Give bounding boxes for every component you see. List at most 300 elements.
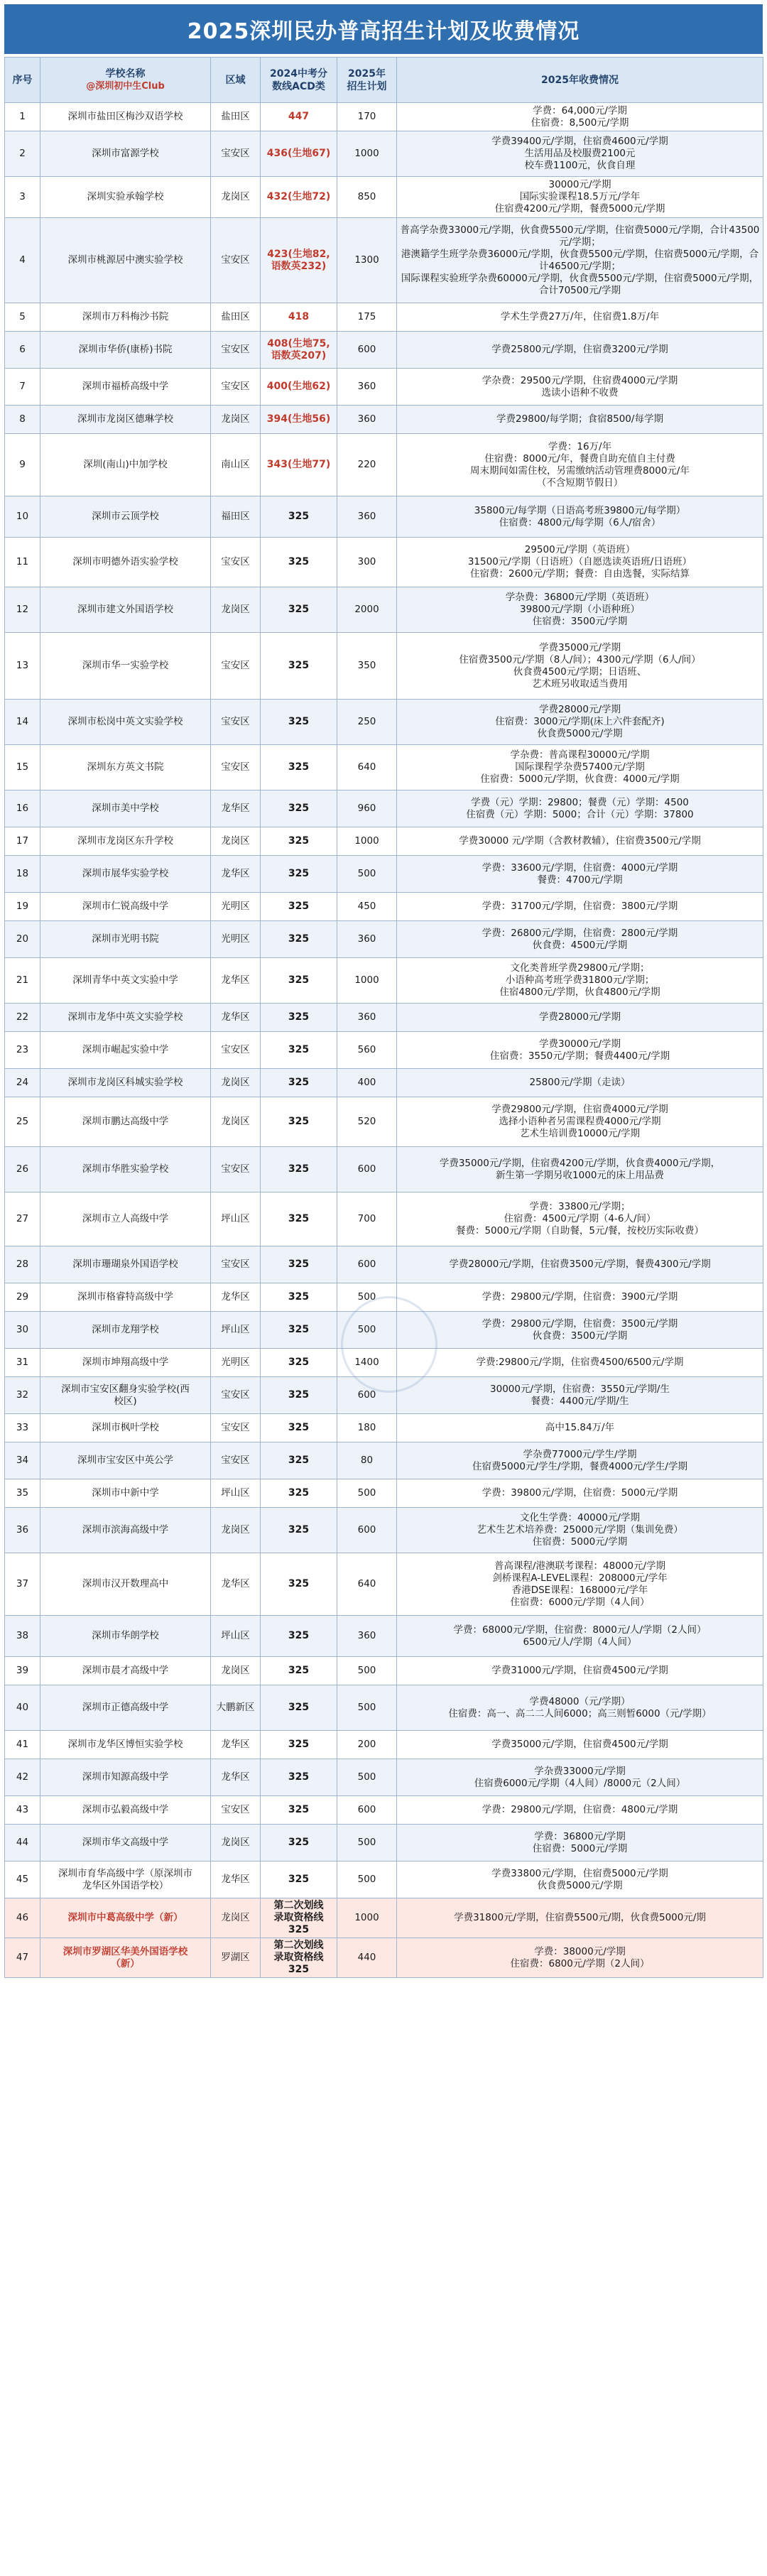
cell-score: 325 [261,958,337,1004]
cell-no: 39 [5,1657,40,1685]
cell-district: 龙岗区 [211,406,261,434]
cell-plan: 960 [337,790,397,827]
cell-no: 8 [5,406,40,434]
cell-plan: 200 [337,1731,397,1759]
cell-plan: 500 [337,1312,397,1349]
cell-district: 龙岗区 [211,1508,261,1553]
cell-no: 41 [5,1731,40,1759]
cell-school-name: 深圳市崛起实验中学 [40,1032,211,1069]
cell-no: 34 [5,1442,40,1479]
cell-fee: 学费25800元/学期，住宿费3200元/学期 [397,332,763,369]
table-row [5,1377,763,1414]
cell-fee: 学费：38000元/学期 住宿费：6800元/学期（2人间） [397,1938,763,1978]
table-row [5,1759,763,1796]
cell-fee: 学费：64,000元/学期 住宿费：8,500元/学期 [397,103,763,131]
table-header-row [5,58,763,103]
cell-plan: 600 [337,1246,397,1283]
fee-table-wrapper [4,57,763,1978]
cell-no: 7 [5,369,40,406]
table-row [5,1685,763,1731]
table-row [5,587,763,633]
cell-score: 325 [261,1479,337,1508]
cell-score: 325 [261,1442,337,1479]
cell-score: 第二次划线 录取资格线325 [261,1898,337,1938]
cell-fee: 学费30000 元/学期（含教材教辅），住宿费3500元/学期 [397,827,763,856]
cell-score: 325 [261,1349,337,1377]
cell-plan: 500 [337,1657,397,1685]
cell-school-name: 深圳市格睿特高级中学 [40,1283,211,1312]
cell-district: 龙华区 [211,790,261,827]
cell-fee: 学杂费：36800元/学期（英语班） 39800元/学期（小语种班） 住宿费：3500元/学期 [397,587,763,633]
cell-school-name: 深圳市福桥高级中学 [40,369,211,406]
cell-plan: 600 [337,1147,397,1192]
cell-fee: 学杂费33000元/学期 住宿费6000元/学期（4人间）/8000元（2人间） [397,1759,763,1796]
cell-plan: 1000 [337,827,397,856]
cell-district: 坪山区 [211,1192,261,1246]
table-row [5,633,763,700]
cell-no: 13 [5,633,40,700]
cell-school-name: 深圳市云顶学校 [40,496,211,538]
cell-no: 27 [5,1192,40,1246]
cell-no: 30 [5,1312,40,1349]
cell-district: 龙岗区 [211,1097,261,1147]
cell-district: 龙岗区 [211,1657,261,1685]
cell-fee: 学费：33800元/学期； 住宿费：4500元/学期（4-6人/间） 餐费：5000元/学期（自助餐，5元/餐，按校历实际收费） [397,1192,763,1246]
cell-school-name: 深圳市富源学校 [40,131,211,177]
cell-no: 11 [5,538,40,587]
table-row [5,131,763,177]
cell-school-name: 深圳市华文高级中学 [40,1825,211,1862]
cell-no: 43 [5,1796,40,1825]
cell-school-name: 深圳市仁锐高级中学 [40,893,211,921]
cell-no: 5 [5,303,40,332]
cell-plan: 350 [337,633,397,700]
cell-fee: 25800元/学期（走读） [397,1069,763,1097]
cell-fee: 学杂费77000元/学生/学期 住宿费5000元/学生/学期，餐费4000元/学生/学期 [397,1442,763,1479]
cell-plan: 640 [337,745,397,790]
table-row [5,1442,763,1479]
cell-fee: 30000元/学期 国际实验课程18.5万元/学年 住宿费4200元/学期，餐费5000元/学期 [397,177,763,218]
cell-no: 10 [5,496,40,538]
col-header-name-label: 学校名称 [105,67,146,80]
cell-district: 宝安区 [211,700,261,745]
cell-district: 龙华区 [211,856,261,893]
table-row [5,1796,763,1825]
cell-no: 32 [5,1377,40,1414]
cell-fee: 普高学杂费33000元/学期，伙食费5500元/学期，住宿费5000元/学期，合计43500元/学期； 港澳籍学生班学杂费36000元/学期，伙食费5500元/学期，住宿费5000元/学期，合计46500元/学期； 国际课程实验班学杂费60000元/学期，伙食费5500元/学期，住宿费5000元/学期，合计70500元/学期 [397,218,763,303]
cell-school-name: 深圳市光明书院 [40,921,211,958]
cell-plan: 300 [337,538,397,587]
cell-fee: 学费48000（元/学期） 住宿费：高一、高二二人间6000；高三则暂6000（元/学期） [397,1685,763,1731]
cell-fee: 学费：36800元/学期 住宿费：5000元/学期 [397,1825,763,1862]
cell-score: 325 [261,1685,337,1731]
cell-school-name: 深圳市坤翔高级中学 [40,1349,211,1377]
cell-district: 宝安区 [211,538,261,587]
cell-no: 19 [5,893,40,921]
cell-no: 33 [5,1414,40,1442]
cell-no: 22 [5,1004,40,1032]
cell-score: 325 [261,1862,337,1898]
cell-school-name: 深圳市桃源居中澳实验学校 [40,218,211,303]
table-row [5,332,763,369]
table-row [5,1657,763,1685]
cell-score: 325 [261,1192,337,1246]
cell-plan: 520 [337,1097,397,1147]
cell-score: 325 [261,921,337,958]
cell-score: 325 [261,1553,337,1616]
cell-plan: 1000 [337,958,397,1004]
cell-district: 龙华区 [211,1004,261,1032]
cell-score: 325 [261,893,337,921]
cell-no: 37 [5,1553,40,1616]
cell-no: 28 [5,1246,40,1283]
cell-plan: 500 [337,1862,397,1898]
cell-school-name: 深圳市建文外国语学校 [40,587,211,633]
cell-fee: 学费28000元/学期，住宿费3500元/学期，餐费4300元/学期 [397,1246,763,1283]
cell-fee: 普高课程/港澳联考课程：48000元/学期 剑桥课程A-LEVEL课程：208000元/学年 香港DSE课程：168000元/学年 住宿费：6000元/学期（4人间） [397,1553,763,1616]
cell-score: 325 [261,1796,337,1825]
cell-district: 宝安区 [211,633,261,700]
cell-plan: 360 [337,496,397,538]
cell-fee: 学杂费：29500元/学期，住宿费4000元/学期 选读小语种不收费 [397,369,763,406]
cell-score: 418 [261,303,337,332]
cell-score: 325 [261,745,337,790]
cell-school-name: 深圳市龙华中英文实验学校 [40,1004,211,1032]
cell-school-name: 深圳市龙华区博恒实验学校 [40,1731,211,1759]
cell-no: 46 [5,1898,40,1938]
cell-fee: 学费28000元/学期 [397,1004,763,1032]
cell-district: 坪山区 [211,1312,261,1349]
cell-school-name: 深圳市华一实验学校 [40,633,211,700]
cell-fee: 高中15.84万/年 [397,1414,763,1442]
cell-district: 龙岗区 [211,1825,261,1862]
cell-score: 325 [261,1508,337,1553]
cell-school-name: 深圳市珊瑚泉外国语学校 [40,1246,211,1283]
cell-score: 325 [261,1069,337,1097]
cell-plan: 600 [337,1508,397,1553]
cell-school-name: 深圳市万科梅沙书院 [40,303,211,332]
table-row [5,1283,763,1312]
cell-score: 343(生地77) [261,434,337,496]
cell-fee: 学费：68000元/学期，住宿费：8000元/人/学期（2人间） 6500元/人/学期（4人间） [397,1616,763,1657]
cell-score: 325 [261,587,337,633]
table-row [5,103,763,131]
cell-district: 龙华区 [211,1862,261,1898]
cell-no: 24 [5,1069,40,1097]
cell-score: 436(生地67) [261,131,337,177]
cell-school-name: 深圳市展华实验学校 [40,856,211,893]
cell-plan: 1300 [337,218,397,303]
cell-no: 47 [5,1938,40,1978]
cell-plan: 450 [337,893,397,921]
cell-no: 6 [5,332,40,369]
cell-school-name: 深圳(南山)中加学校 [40,434,211,496]
table-row [5,1032,763,1069]
cell-plan: 640 [337,1553,397,1616]
cell-score: 325 [261,1759,337,1796]
cell-fee: 学费：33600元/学期，住宿费：4000元/学期 餐费：4700元/学期 [397,856,763,893]
cell-no: 2 [5,131,40,177]
cell-district: 罗湖区 [211,1938,261,1978]
cell-fee: 29500元/学期（英语班） 31500元/学期（日语班）（自愿选读英语班/日语班） 住宿费：2600元/学期；餐费：自由选餐，实际结算 [397,538,763,587]
table-row [5,1508,763,1553]
table-row [5,538,763,587]
cell-fee: 学费31800元/学期，住宿费5500元/期，伙食费5000元/期 [397,1898,763,1938]
cell-fee: 学费:29800元/学期，住宿费4500/6500元/学期 [397,1349,763,1377]
cell-school-name: 深圳市美中学校 [40,790,211,827]
cell-district: 坪山区 [211,1616,261,1657]
cell-district: 龙岗区 [211,827,261,856]
cell-fee: 学费31000元/学期，住宿费4500元/学期 [397,1657,763,1685]
table-row [5,1731,763,1759]
table-body [5,103,763,1978]
cell-school-name: 深圳市龙翔学校 [40,1312,211,1349]
cell-no: 26 [5,1147,40,1192]
cell-district: 光明区 [211,921,261,958]
cell-score: 325 [261,827,337,856]
cell-school-name: 深圳东方英文书院 [40,745,211,790]
cell-no: 14 [5,700,40,745]
cell-no: 4 [5,218,40,303]
cell-score: 325 [261,1616,337,1657]
cell-plan: 400 [337,1069,397,1097]
cell-fee: 学费30000元/学期 住宿费：3550元/学期；餐费4400元/学期 [397,1032,763,1069]
page-title: 2025深圳民办普高招生计划及收费情况 [4,4,763,54]
col-header-fee: 2025年收费情况 [397,58,763,103]
table-row [5,921,763,958]
cell-district: 坪山区 [211,1479,261,1508]
table-row [5,1898,763,1938]
cell-district: 宝安区 [211,1442,261,1479]
cell-district: 大鹏新区 [211,1685,261,1731]
table-row [5,1349,763,1377]
cell-district: 龙华区 [211,1553,261,1616]
cell-school-name: 深圳市滨海高级中学 [40,1508,211,1553]
cell-no: 15 [5,745,40,790]
cell-school-name: 深圳市龙岗区德琳学校 [40,406,211,434]
table-row [5,700,763,745]
cell-score: 第二次划线 录取资格线325 [261,1938,337,1978]
cell-school-name: 深圳市弘毅高级中学 [40,1796,211,1825]
cell-score: 325 [261,1731,337,1759]
cell-score: 325 [261,1825,337,1862]
col-header-score: 2024中考分 数线ACD类 [261,58,337,103]
cell-score: 325 [261,700,337,745]
cell-district: 盐田区 [211,103,261,131]
cell-school-name: 深圳市立人高级中学 [40,1192,211,1246]
cell-school-name: 深圳市罗湖区华美外国语学校 （新） [40,1938,211,1978]
table-row [5,1147,763,1192]
cell-no: 3 [5,177,40,218]
cell-plan: 700 [337,1192,397,1246]
cell-score: 408(生地75, 语数英207) [261,332,337,369]
table-row [5,1192,763,1246]
cell-school-name: 深圳市龙岗区科城实验学校 [40,1069,211,1097]
cell-district: 龙华区 [211,1283,261,1312]
cell-no: 9 [5,434,40,496]
cell-no: 12 [5,587,40,633]
cell-district: 龙岗区 [211,1898,261,1938]
cell-fee: 文化类普班学费29800元/学期； 小语种高考班学费31800元/学期； 住宿4800元/学期，伙食4800元/学期 [397,958,763,1004]
cell-no: 25 [5,1097,40,1147]
cell-plan: 600 [337,1796,397,1825]
table-row [5,1862,763,1898]
cell-plan: 360 [337,921,397,958]
cell-district: 龙华区 [211,1759,261,1796]
table-row [5,1069,763,1097]
cell-fee: 学费33800元/学期，住宿费5000元/学期 伙食费5000元/学期 [397,1862,763,1898]
cell-no: 31 [5,1349,40,1377]
table-row [5,177,763,218]
cell-school-name: 深圳市正德高级中学 [40,1685,211,1731]
cell-plan: 560 [337,1032,397,1069]
cell-score: 325 [261,538,337,587]
cell-school-name: 深圳市龙岗区东升学校 [40,827,211,856]
cell-score: 325 [261,1147,337,1192]
cell-plan: 1000 [337,1898,397,1938]
table-row [5,958,763,1004]
cell-no: 23 [5,1032,40,1069]
cell-no: 45 [5,1862,40,1898]
cell-score: 325 [261,496,337,538]
cell-school-name: 深圳市枫叶学校 [40,1414,211,1442]
cell-fee: 学费：16万/年 住宿费：8000元/年，餐费自助充值自主付费 周末期间如需住校，另需缴纳活动管理费8000元/年 （不含短期节假日） [397,434,763,496]
cell-fee: 学费35000元/学期 住宿费3500元/学期（8人/间）；4300元/学期（6人/间） 伙食费4500元/学期；日语班、 艺术班另收取适当费用 [397,633,763,700]
cell-fee: 学费：26800元/学期，住宿费：2800元/学期 伙食费：4500元/学期 [397,921,763,958]
cell-score: 432(生地72) [261,177,337,218]
cell-fee: 学费39400元/学期，住宿费4600元/学期 生活用品及校服费2100元 校车费1100元，伙食自理 [397,131,763,177]
cell-school-name: 深圳市鹏达高级中学 [40,1097,211,1147]
cell-plan: 180 [337,1414,397,1442]
cell-score: 325 [261,1246,337,1283]
cell-plan: 440 [337,1938,397,1978]
cell-no: 17 [5,827,40,856]
cell-district: 龙岗区 [211,177,261,218]
cell-fee: 文化生学费：40000元/学期 艺术生艺术培养费：25000元/学期（集训免费） 住宿费：5000元/学期 [397,1508,763,1553]
cell-school-name: 深圳市宝安区翻身实验学校(西 校区) [40,1377,211,1414]
fee-table [4,57,763,1978]
cell-fee: 学费（元）学期：29800；餐费（元）学期：4500 住宿费（元）学期：5000；合计（元）学期：37800 [397,790,763,827]
cell-score: 325 [261,1283,337,1312]
cell-plan: 2000 [337,587,397,633]
col-header-name-sub: @深圳初中生Club [86,80,165,92]
cell-plan: 360 [337,1616,397,1657]
col-header-no: 序号 [5,58,40,103]
table-row [5,790,763,827]
cell-district: 龙岗区 [211,1069,261,1097]
cell-fee: 学费：29800元/学期，住宿费：3900元/学期 [397,1283,763,1312]
table-row [5,1479,763,1508]
cell-school-name: 深圳市松岗中英文实验学校 [40,700,211,745]
cell-district: 盐田区 [211,303,261,332]
cell-district: 光明区 [211,893,261,921]
table-row [5,496,763,538]
cell-district: 龙岗区 [211,587,261,633]
cell-plan: 500 [337,1759,397,1796]
cell-no: 18 [5,856,40,893]
table-row [5,1553,763,1616]
table-row [5,893,763,921]
cell-district: 宝安区 [211,369,261,406]
cell-fee: 学费35000元/学期，住宿费4500元/学期 [397,1731,763,1759]
cell-school-name: 深圳市华胜实验学校 [40,1147,211,1192]
cell-no: 36 [5,1508,40,1553]
table-row [5,1312,763,1349]
col-header-plan: 2025年 招生计划 [337,58,397,103]
col-header-district: 区域 [211,58,261,103]
cell-plan: 360 [337,369,397,406]
cell-no: 21 [5,958,40,1004]
table-row [5,218,763,303]
cell-district: 福田区 [211,496,261,538]
table-row [5,303,763,332]
table-row [5,434,763,496]
cell-plan: 220 [337,434,397,496]
cell-score: 325 [261,633,337,700]
cell-score: 394(生地56) [261,406,337,434]
cell-fee: 学杂费：普高课程30000元/学期 国际课程学杂费57400元/学期 住宿费：5000元/学期，伙食费：4000元/学期 [397,745,763,790]
cell-school-name: 深圳市中葛高级中学（新） [40,1898,211,1938]
table-row [5,1414,763,1442]
table-row [5,827,763,856]
cell-no: 29 [5,1283,40,1312]
cell-plan: 360 [337,1004,397,1032]
cell-district: 宝安区 [211,1377,261,1414]
cell-fee: 学费：39800元/学期，住宿费：5000元/学期 [397,1479,763,1508]
table-row [5,1616,763,1657]
cell-school-name: 深圳市华朗学校 [40,1616,211,1657]
cell-no: 20 [5,921,40,958]
cell-no: 38 [5,1616,40,1657]
cell-district: 宝安区 [211,1147,261,1192]
cell-district: 南山区 [211,434,261,496]
cell-plan: 850 [337,177,397,218]
cell-score: 447 [261,103,337,131]
cell-school-name: 深圳市盐田区梅沙双语学校 [40,103,211,131]
cell-plan: 600 [337,332,397,369]
cell-no: 1 [5,103,40,131]
cell-plan: 170 [337,103,397,131]
table-row [5,1004,763,1032]
cell-school-name: 深圳市汉开数理高中 [40,1553,211,1616]
cell-fee: 学费28000元/学期 住宿费：3000元/学期(床上六件套配齐) 伙食费5000元/学期 [397,700,763,745]
cell-district: 宝安区 [211,131,261,177]
table-row [5,1825,763,1862]
cell-school-name: 深圳市华侨(康桥)书院 [40,332,211,369]
cell-no: 35 [5,1479,40,1508]
cell-score: 325 [261,1414,337,1442]
cell-school-name: 深圳青华中英文实验中学 [40,958,211,1004]
cell-no: 16 [5,790,40,827]
cell-fee: 学费：31700元/学期，住宿费：3800元/学期 [397,893,763,921]
cell-no: 42 [5,1759,40,1796]
cell-school-name: 深圳市晨才高级中学 [40,1657,211,1685]
cell-fee: 学术生学费27万/年，住宿费1.8万/年 [397,303,763,332]
col-header-name [40,58,211,103]
cell-fee: 学费：29800元/学期，住宿费：3500元/学期 伙食费：3500元/学期 [397,1312,763,1349]
cell-plan: 500 [337,856,397,893]
cell-fee: 学费35000元/学期，住宿费4200元/学期，伙食费4000元/学期， 新生第一学期另收1000元的床上用品费 [397,1147,763,1192]
cell-district: 龙华区 [211,1731,261,1759]
cell-plan: 1000 [337,131,397,177]
cell-school-name: 深圳市育华高级中学（原深圳市 龙华区外国语学校） [40,1862,211,1898]
cell-school-name: 深圳市明德外语实验学校 [40,538,211,587]
cell-district: 宝安区 [211,1032,261,1069]
cell-district: 龙华区 [211,958,261,1004]
cell-school-name: 深圳市知源高级中学 [40,1759,211,1796]
cell-plan: 360 [337,406,397,434]
cell-score: 325 [261,1377,337,1414]
